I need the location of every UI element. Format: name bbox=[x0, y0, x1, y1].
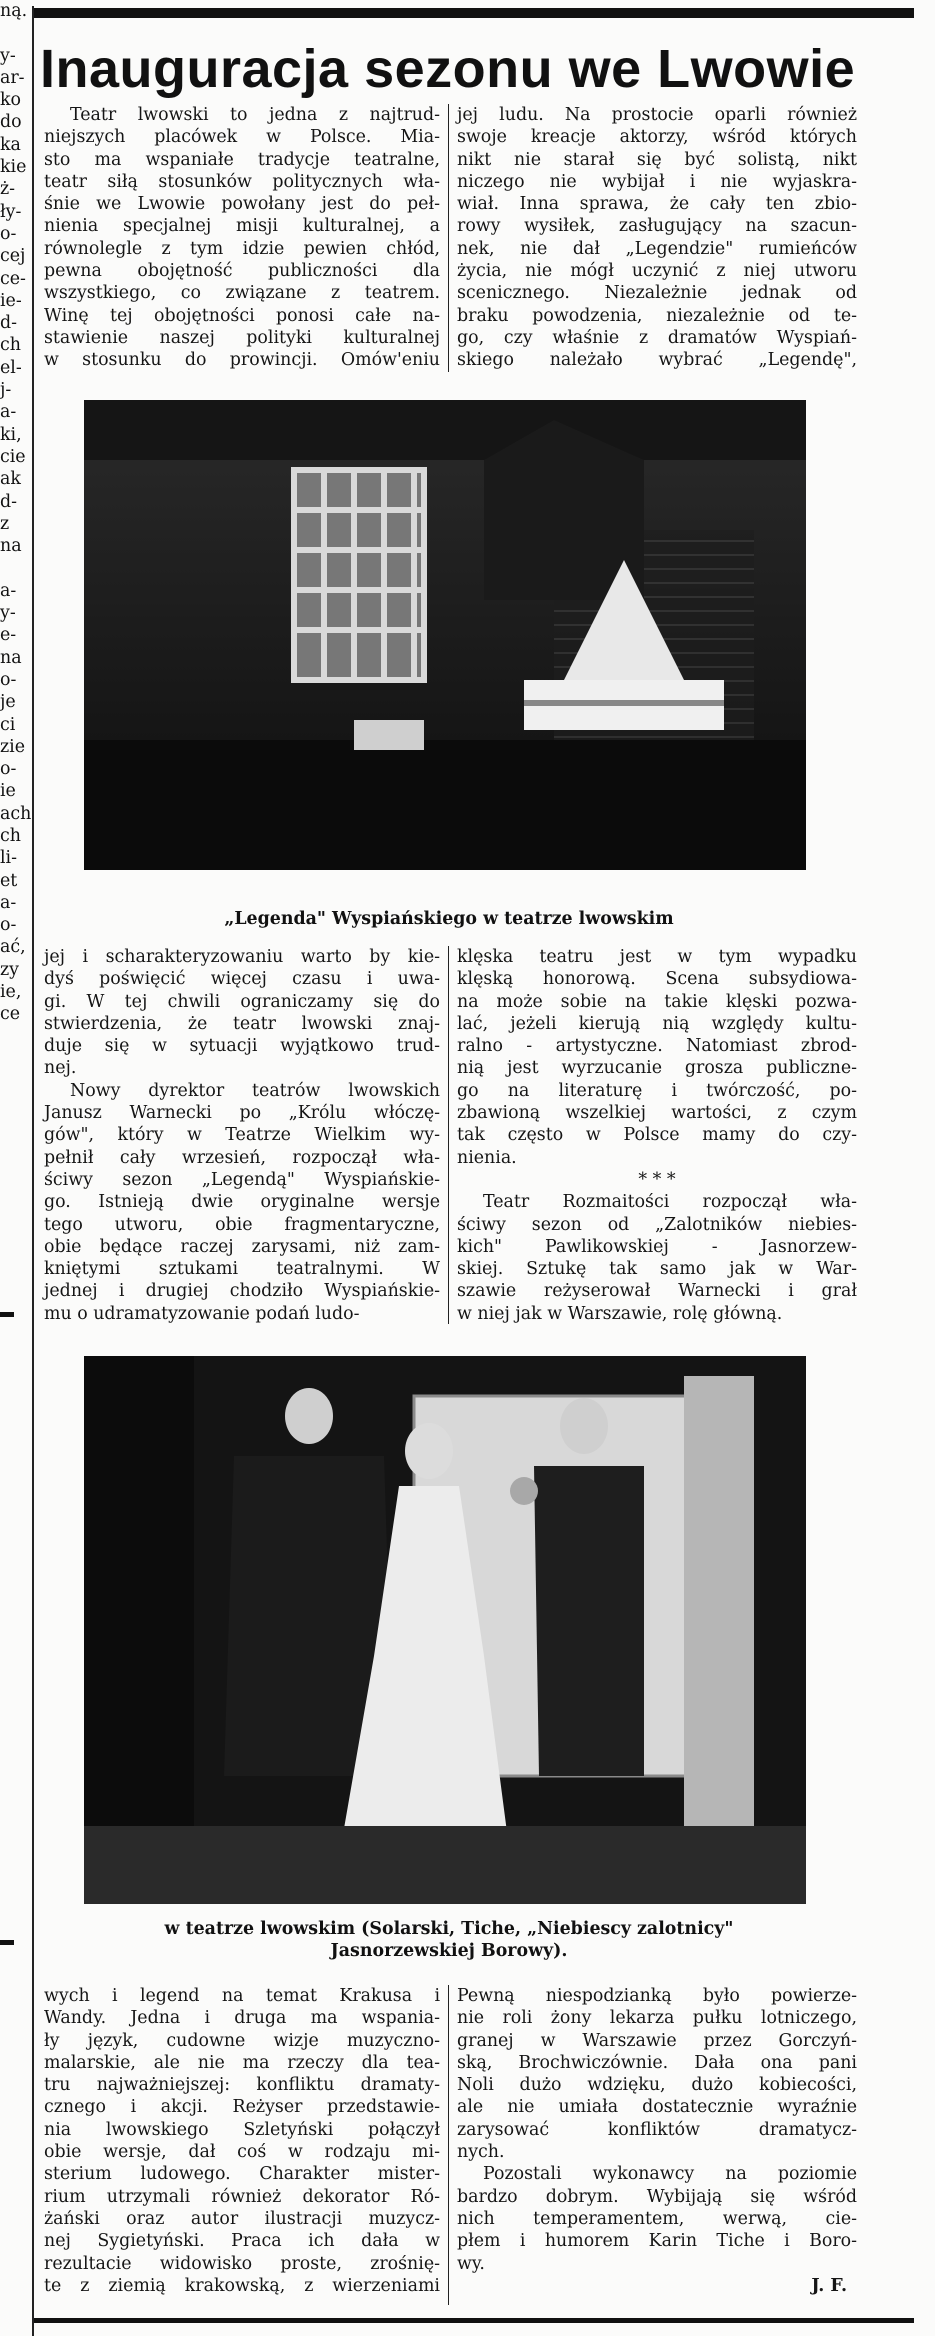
text-line: go. Istnieją dwie oryginalne wersje bbox=[44, 1192, 440, 1213]
column-marker bbox=[0, 1940, 14, 1945]
article-headline: Inauguracja sezonu we Lwowie bbox=[40, 39, 856, 99]
column-1-block-2 bbox=[44, 946, 440, 1325]
text-line: żański oraz autor ilustracji muzycz- bbox=[44, 2208, 440, 2229]
text-line: Noli dużo wdzięku, dużo kobiecości, bbox=[457, 2075, 857, 2096]
neighbor-fragment: zie bbox=[0, 736, 26, 757]
text-line: wych i legend na temat Krakusa i bbox=[44, 1986, 440, 2006]
text-line: życia, nie mógł uczynić z niej utworu bbox=[457, 261, 857, 282]
text-line: śnie we Lwowie powołany jest do peł- bbox=[44, 194, 440, 215]
text-line: nią jest wyrzucanie grosza publiczne- bbox=[457, 1058, 857, 1079]
text-line: kich" Pawlikowskiej - Jasnorzew- bbox=[457, 1236, 857, 1257]
text-line: Winę tej obojętności ponosi całe na- bbox=[44, 305, 440, 326]
column-2-block-3 bbox=[457, 1985, 857, 2297]
text-line: ściwy sezon od „Zalotników niebies- bbox=[457, 1214, 857, 1235]
text-line: gi. W tej chwili ograniczamy się do bbox=[44, 991, 440, 1012]
text-line: scenicznego. Niezależnie jednak od bbox=[457, 283, 857, 304]
photo-2-caption bbox=[44, 1918, 854, 1963]
inner-column-divider bbox=[448, 104, 449, 372]
photo-1-caption: „Legenda" Wyspiańskiego w teatrze lwowskim bbox=[224, 909, 674, 929]
neighbor-fragment: je bbox=[0, 692, 16, 713]
text-line: nikt nie starał się być solistą, nikt bbox=[457, 149, 857, 170]
neighbor-fragment: ną. bbox=[0, 1, 28, 21]
neighbor-fragment: ch bbox=[0, 335, 21, 356]
neighbor-fragment bbox=[0, 22, 28, 44]
column-1-block-3 bbox=[44, 1985, 440, 2297]
text-line: równolegle z tym idzie pewien chłód, bbox=[44, 238, 440, 259]
text-line: ściwy sezon „Legendą" Wyspiańskie- bbox=[44, 1169, 440, 1190]
neighbor-fragment: ki, bbox=[0, 424, 22, 445]
neighbor-fragment: o- bbox=[0, 669, 17, 690]
inner-column-divider bbox=[448, 1985, 449, 2305]
text-line: sterium ludowego. Charakter mister- bbox=[44, 2164, 440, 2185]
text-line: niejszych placówek w Polsce. Mia- bbox=[44, 127, 440, 148]
text-line: rium utrzymali również dekorator Ró- bbox=[44, 2186, 440, 2207]
text-line: * * * bbox=[638, 1169, 676, 1190]
neighbor-fragment: ch bbox=[0, 825, 21, 846]
text-line: malarskie, ale nie ma rzeczy dla tea- bbox=[44, 2052, 440, 2073]
text-line: ską, Brochwiczównie. Dała ona pani bbox=[457, 2052, 857, 2073]
neighbor-fragment: ły- bbox=[0, 201, 22, 222]
text-line: jej ludu. Na prostocie oparli również bbox=[457, 105, 857, 125]
neighbor-fragment: li- bbox=[0, 848, 18, 869]
neighbor-fragment: et bbox=[0, 870, 18, 891]
text-line: swoje kreacje aktorzy, wśród których bbox=[457, 127, 857, 148]
neighbor-fragment: ż- bbox=[0, 179, 16, 200]
neighbor-fragment: ko bbox=[0, 90, 22, 111]
bottom-rule bbox=[34, 2318, 914, 2323]
neighbor-fragment: ie- bbox=[0, 290, 22, 311]
text-line: go na literaturę i twórczość, po- bbox=[457, 1080, 857, 1101]
text-line: ale nie umiała dostatecznie wyraźnie bbox=[457, 2097, 857, 2118]
text-line: pewna obojętność publiczności dla bbox=[44, 261, 440, 282]
text-line: nich temperamentem, werwą, cie- bbox=[457, 2208, 857, 2229]
text-line: nia lwowskiego Szletyński połączył bbox=[44, 2119, 440, 2140]
top-rule bbox=[34, 8, 914, 18]
photo-zalotnicy-image bbox=[84, 1356, 806, 1904]
neighbor-fragment: zy bbox=[0, 959, 19, 980]
neighbor-fragment: el- bbox=[0, 357, 22, 378]
text-line: jednej i drugiej chodziło Wyspiańskie- bbox=[44, 1281, 440, 1302]
neighbor-fragment: y- bbox=[0, 603, 16, 624]
neighbor-fragment: o- bbox=[0, 223, 17, 244]
text-line: go, czy właśnie z dramatów Wyspiań- bbox=[457, 327, 857, 348]
neighbor-fragment: y- bbox=[0, 45, 16, 66]
photo-niebiescy-zalotnicy bbox=[84, 1356, 806, 1904]
text-line: niczego nie wybijał i nie wyjaskra- bbox=[457, 171, 857, 192]
text-line: dyś poświęcić więcej czasu i uwa- bbox=[44, 969, 440, 990]
text-line: nienia specjalnej misji kulturalnej, a bbox=[44, 216, 440, 237]
text-line: Janusz Warnecki po „Królu włóczę- bbox=[44, 1103, 440, 1124]
text-line: wy. bbox=[457, 2253, 485, 2274]
text-line: nej. bbox=[44, 1058, 77, 1079]
text-line: obie będące raczej zarysami, niż zam- bbox=[44, 1236, 440, 1257]
text-line: lać, jeżeli kierują nią względy kultu- bbox=[457, 1013, 857, 1034]
inner-column-divider bbox=[448, 946, 449, 1324]
neighbor-fragment: do bbox=[0, 112, 22, 133]
column-2-block-2 bbox=[457, 946, 857, 1325]
neighbor-fragment: cej bbox=[0, 246, 26, 267]
neighbor-fragment: ać, bbox=[0, 937, 26, 958]
neighbor-fragment: ak bbox=[0, 469, 21, 490]
text-line: na może sobie na takie klęski pozwa- bbox=[457, 991, 857, 1012]
text-line: pełnił cały wrzesień, rozpoczął wła- bbox=[44, 1147, 440, 1168]
neighbor-fragment bbox=[0, 557, 28, 579]
column-divider bbox=[32, 6, 34, 2336]
text-line: mu o udramatyzowanie podań ludo- bbox=[44, 1303, 360, 1324]
column-2-block-1 bbox=[457, 104, 857, 372]
text-line: klęska teatru jest w tym wypadku bbox=[457, 947, 857, 967]
text-line: Teatr lwowski to jedna z najtrud- bbox=[70, 105, 440, 125]
text-line: w niej jak w Warszawie, rolę główną. bbox=[457, 1303, 783, 1324]
text-line: cznego i akcji. Reżyser przedstawie- bbox=[44, 2097, 440, 2118]
neighbor-fragment: a- bbox=[0, 892, 17, 913]
text-line: teatr siłą stosunków politycznych wła- bbox=[44, 171, 440, 192]
neighbor-fragment: d- bbox=[0, 491, 18, 512]
text-line: Wandy. Jedna i druga ma wspania- bbox=[44, 2008, 440, 2029]
neighbor-fragment: ie, bbox=[0, 982, 22, 1003]
text-line: tego utworu, obie fragmentaryczne, bbox=[44, 1214, 440, 1235]
text-line: Pozostali wykonawcy na poziomie bbox=[483, 2164, 857, 2185]
text-line: tak często w Polsce mamy do czy- bbox=[457, 1125, 857, 1146]
text-line: stwierdzenia, że teatr lwowski znaj- bbox=[44, 1013, 440, 1034]
neighbor-fragment: ie bbox=[0, 781, 16, 802]
caption-line: Jasnorzewskiej Borowy). bbox=[330, 1941, 568, 1962]
text-line: stawienie naszej polityki kulturalnej bbox=[44, 327, 440, 348]
text-line: granej w Warszawie przez Gorczyń- bbox=[457, 2030, 857, 2051]
text-line: braku powodzenia, niezależnie od te- bbox=[457, 305, 857, 326]
text-line: nych. bbox=[457, 2142, 505, 2163]
text-line: nienia. bbox=[457, 1147, 517, 1168]
photo-legenda-image bbox=[84, 400, 806, 870]
text-line: te z ziemią krakowską, z wierzeniami bbox=[44, 2275, 440, 2296]
text-line: jej i scharakteryzowaniu warto by kie- bbox=[44, 947, 440, 967]
photo-legenda-stage bbox=[84, 400, 806, 870]
neighbor-fragment: d- bbox=[0, 313, 18, 334]
neighbor-fragment: a- bbox=[0, 402, 17, 423]
text-line: w stosunku do prowincji. Omów'eniu bbox=[44, 350, 440, 371]
text-line: obie wersje, dał coś w rodzaju mi- bbox=[44, 2142, 440, 2163]
text-line: tru najważniejszej: konfliktu dramaty- bbox=[44, 2075, 440, 2096]
text-line: ralno - artystyczne. Natomiast zbrod- bbox=[457, 1036, 857, 1057]
text-line: rowy wysiłek, zasługujący na szacun- bbox=[457, 216, 857, 237]
neighbor-fragment: z bbox=[0, 513, 10, 534]
neighbor-fragment: o- bbox=[0, 915, 17, 936]
neighbor-fragment: kie bbox=[0, 157, 27, 178]
neighbor-fragment: na bbox=[0, 536, 22, 557]
neighbor-fragment: ach bbox=[0, 803, 32, 824]
column-marker bbox=[0, 1312, 14, 1317]
text-line: rezultacie widowisko proste, zrośnię- bbox=[44, 2253, 440, 2274]
text-line: płem i humorem Karin Tiche i Boro- bbox=[457, 2231, 857, 2252]
text-line: skiego należało wybrać „Legendę", bbox=[457, 350, 857, 371]
neighbor-fragment: e- bbox=[0, 625, 17, 646]
text-line: Nowy dyrektor teatrów lwowskich bbox=[70, 1080, 440, 1101]
text-line: zbawioną wszelkiej wartości, z czym bbox=[457, 1103, 857, 1124]
text-line: skiej. Sztukę tak samo jak w War- bbox=[457, 1259, 857, 1280]
neighbor-fragment: j- bbox=[0, 380, 12, 401]
text-line: wiał. Inna sprawa, że cały ten zbio- bbox=[457, 194, 857, 215]
text-line: Pewną niespodzianką było powierze- bbox=[457, 1986, 857, 2006]
text-line: nek, nie dał „Legendzie" rumieńców bbox=[457, 238, 857, 259]
neighbor-fragment: na bbox=[0, 647, 22, 668]
text-line: nie roli żony lekarza pułku lotniczego, bbox=[457, 2008, 857, 2029]
neighbor-fragment: a- bbox=[0, 580, 17, 601]
neighbor-column-fragments bbox=[0, 0, 32, 1026]
text-line: ły język, cudowne wizje muzyczno- bbox=[44, 2030, 440, 2051]
text-line: wszystkiego, co związane z teatrem. bbox=[44, 283, 440, 304]
text-line: gów", który w Teatrze Wielkim wy- bbox=[44, 1125, 440, 1146]
text-line: duje się w sytuacji wyjątkowo trud- bbox=[44, 1036, 440, 1057]
neighbor-fragment: ci bbox=[0, 714, 16, 735]
text-line: kniętymi sztukami teatralnymi. W bbox=[44, 1259, 440, 1280]
neighbor-fragment: ar- bbox=[0, 67, 25, 88]
text-line: Teatr Rozmaitości rozpoczął wła- bbox=[483, 1192, 857, 1213]
neighbor-fragment: cie bbox=[0, 446, 26, 467]
column-1-block-1 bbox=[44, 104, 440, 372]
text-line: szawie reżyserował Warnecki i grał bbox=[457, 1281, 857, 1302]
text-line: zarysować konfliktów dramatycz- bbox=[457, 2119, 857, 2140]
text-line: nej Sygietyński. Praca ich dała w bbox=[44, 2231, 440, 2252]
author-signature: J. F. bbox=[811, 2275, 847, 2296]
neighbor-fragment: o- bbox=[0, 759, 17, 780]
text-line: klęską honorową. Scena subsydiowa- bbox=[457, 969, 857, 990]
text-line: sto ma wspaniałe tradycje teatralne, bbox=[44, 149, 440, 170]
caption-line: w teatrze lwowskim (Solarski, Tiche, „Niebiescy zalotnicy" bbox=[164, 1919, 734, 1939]
text-line: bardzo dobrym. Wybijają się wśród bbox=[457, 2186, 857, 2207]
neighbor-fragment: ka bbox=[0, 134, 21, 155]
neighbor-fragment: ce bbox=[0, 1004, 21, 1025]
neighbor-fragment: ce- bbox=[0, 268, 26, 289]
